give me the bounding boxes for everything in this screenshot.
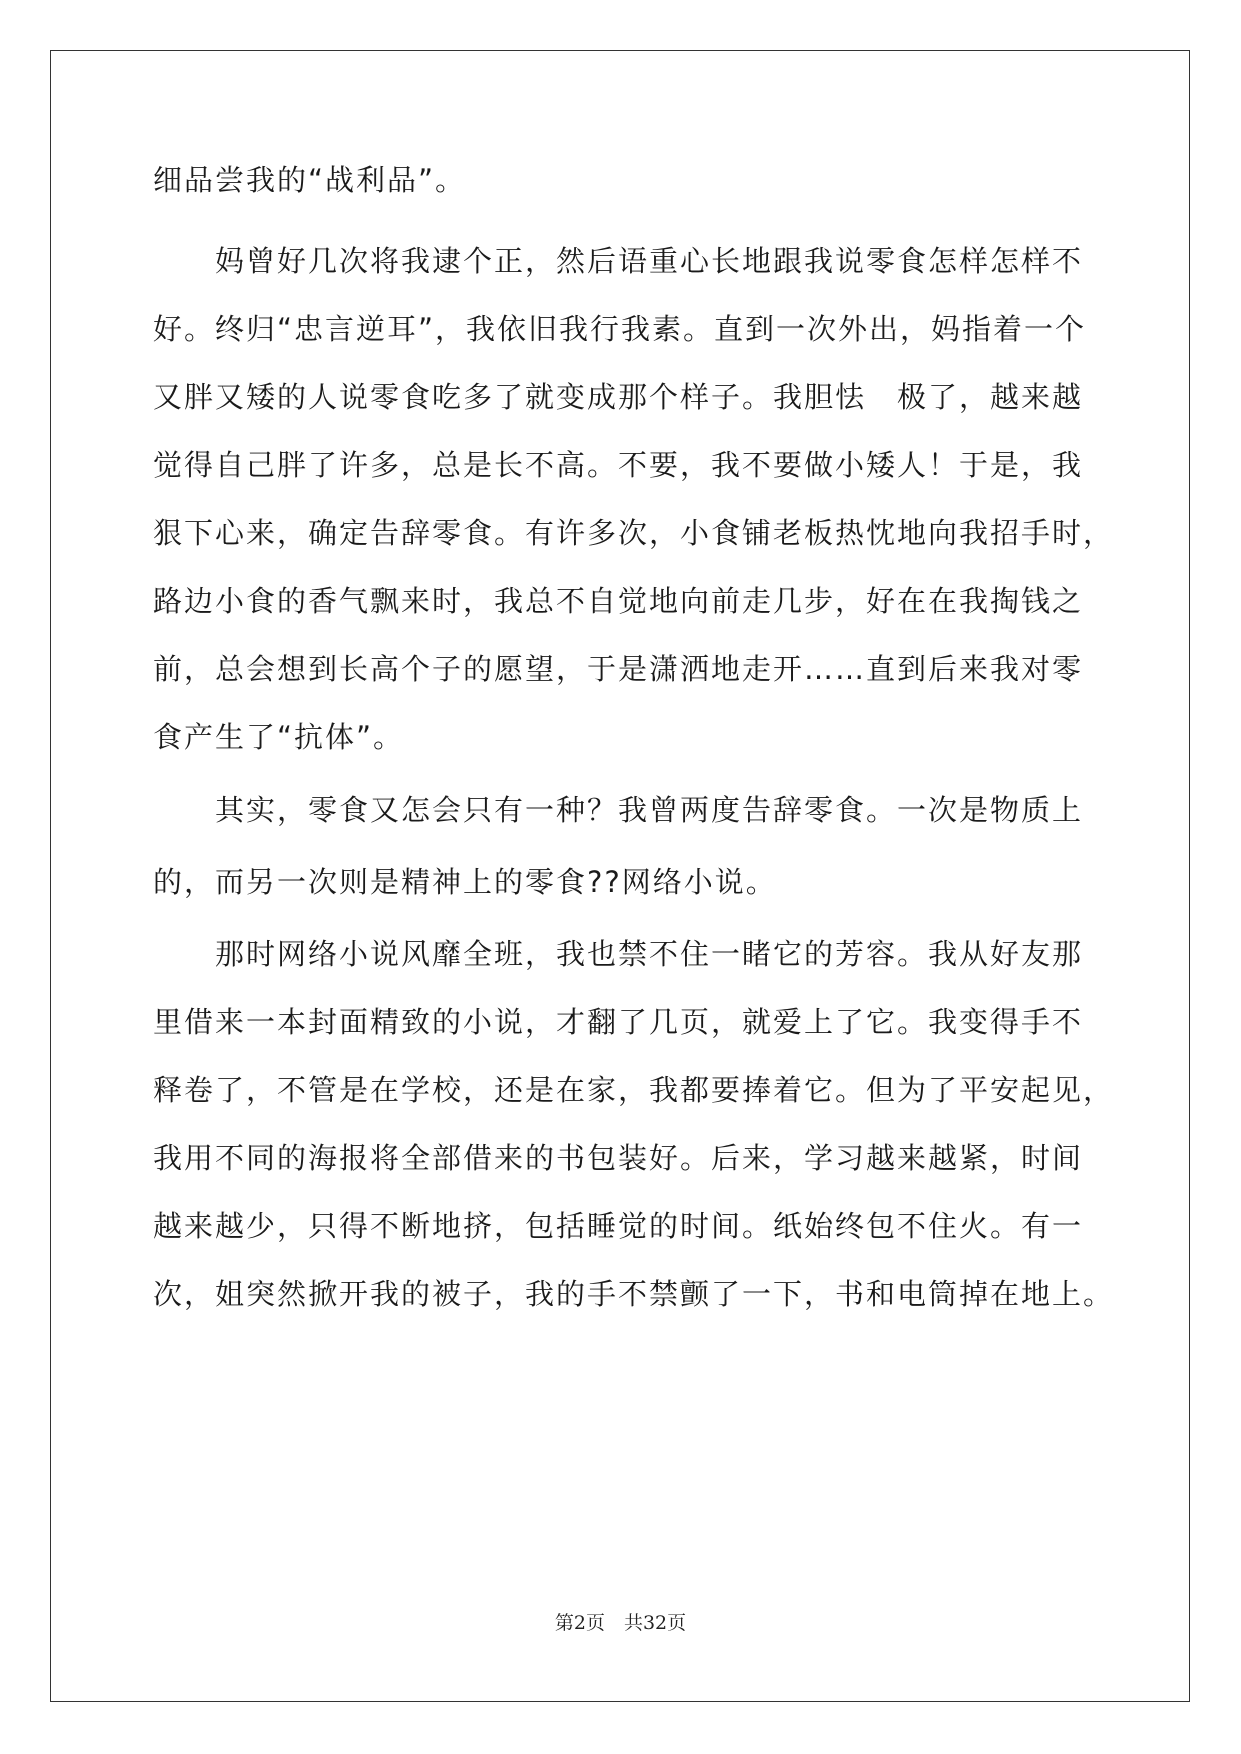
text-line: 妈曾好几次将我逮个正，然后语重心长地跟我说零食怎样怎样不: [153, 244, 1084, 278]
text-line: 越来越少，只得不断地挤，包括睡觉的时间。纸始终包不住火。有一: [153, 1209, 1084, 1243]
text-line: 觉得自己胖了许多，总是长不高。不要，我不要做小矮人！于是，我: [153, 448, 1084, 482]
text-line: 其实，零食又怎会只有一种？我曾两度告辞零食。一次是物质上: [153, 793, 1084, 827]
text-line: 前，总会想到长高个子的愿望，于是潇洒地走开……直到后来我对零: [153, 652, 1084, 686]
page-footer: 第2页 共32页: [554, 1612, 687, 1634]
text-line: 的，而另一次则是精神上的零食??网络小说。: [153, 865, 777, 899]
text-line: 里借来一本封面精致的小说，才翻了几页，就爱上了它。我变得手不: [153, 1005, 1084, 1039]
text-line: 又胖又矮的人说零食吃多了就变成那个样子。我胆怯 极了，越来越: [153, 380, 1084, 414]
text-line: 次，姐突然掀开我的被子，我的手不禁颤了一下，书和电筒掉在地上。: [153, 1277, 1115, 1311]
text-line: 细品尝我的“战利品”。: [153, 163, 467, 197]
text-line: 释卷了，不管是在学校，还是在家，我都要捧着它。但为了平安起见，: [153, 1073, 1115, 1107]
text-line: 狠下心来，确定告辞零食。有许多次，小食铺老板热忱地向我招手时，: [153, 516, 1115, 550]
text-line: 那时网络小说风靡全班，我也禁不住一睹它的芳容。我从好友那: [153, 937, 1084, 971]
text-line: 好。终归“忠言逆耳”，我依旧我行我素。直到一次外出，妈指着一个: [153, 312, 1087, 346]
text-line: 路边小食的香气飘来时，我总不自觉地向前走几步，好在在我掏钱之: [153, 584, 1084, 618]
text-line: 我用不同的海报将全部借来的书包装好。后来，学习越来越紧，时间: [153, 1141, 1084, 1175]
text-line: 食产生了“抗体”。: [153, 720, 405, 754]
